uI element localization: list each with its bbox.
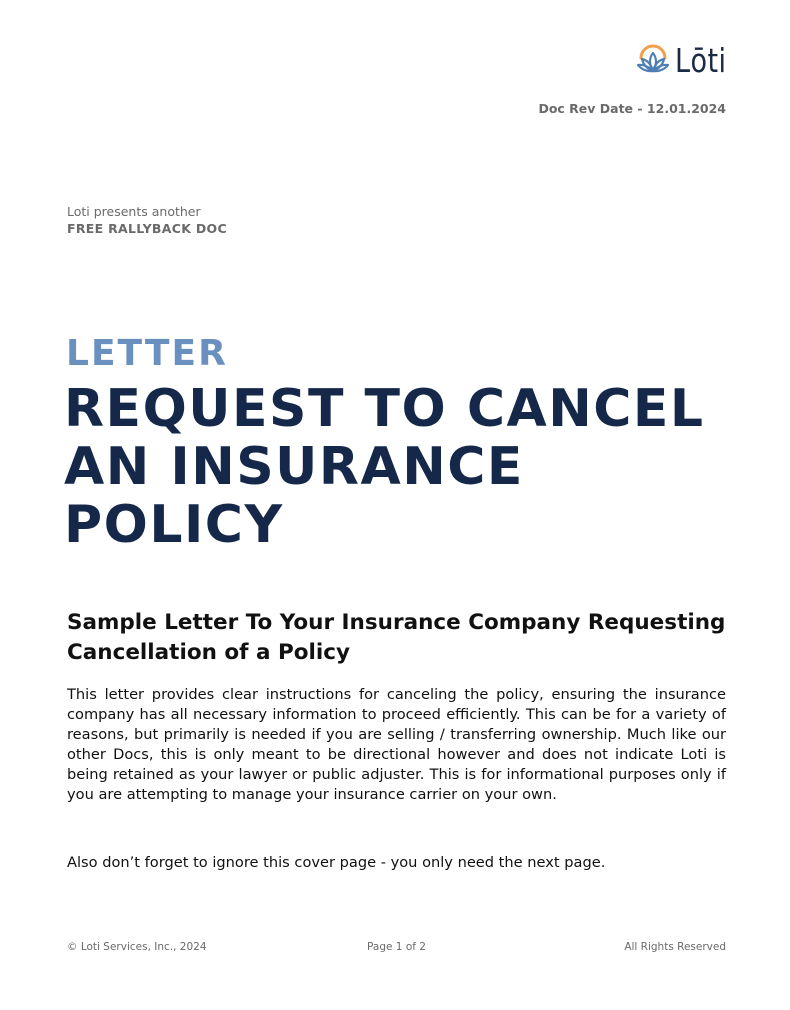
free-doc-label: FREE RALLYBACK DOC <box>67 221 227 236</box>
footer-rights: All Rights Reserved <box>624 941 726 953</box>
document-subtitle: Sample Letter To Your Insurance Company Requesting Cancellation of a Policy <box>67 610 726 665</box>
cover-page-note: Also don’t forget to ignore this cover page - you only need the next page. <box>67 854 606 871</box>
document-title: REQUEST TO CANCEL AN INSURANCE POLICY <box>64 379 705 555</box>
brand-logo <box>635 42 728 78</box>
page-footer <box>67 941 726 957</box>
doc-type-eyebrow: LETTER <box>66 333 228 374</box>
lotus-icon <box>635 42 671 78</box>
footer-page-number: Page 1 of 2 <box>367 941 426 953</box>
footer-copyright: © Loti Services, Inc., 2024 <box>67 941 207 953</box>
presents-line: Loti presents another <box>67 204 201 219</box>
doc-rev-date: Doc Rev Date - 12.01.2024 <box>538 101 726 116</box>
presents-tag <box>67 203 227 237</box>
brand-wordmark: Lōti <box>675 40 727 80</box>
intro-paragraph: This letter provides clear instructions for canceling the policy, ensuring the insurance company has all necessary information to proceed efficiently. This can be for a variety of reasons, but primarily is needed if you are selling / transferring ownership. Much like our other Docs, this is only meant to be directional however and does not indicate Loti is being retained as your lawyer or public adjuster. This is for informational purposes only if you are attempting to manage your insurance carrier on your own. <box>67 686 726 803</box>
